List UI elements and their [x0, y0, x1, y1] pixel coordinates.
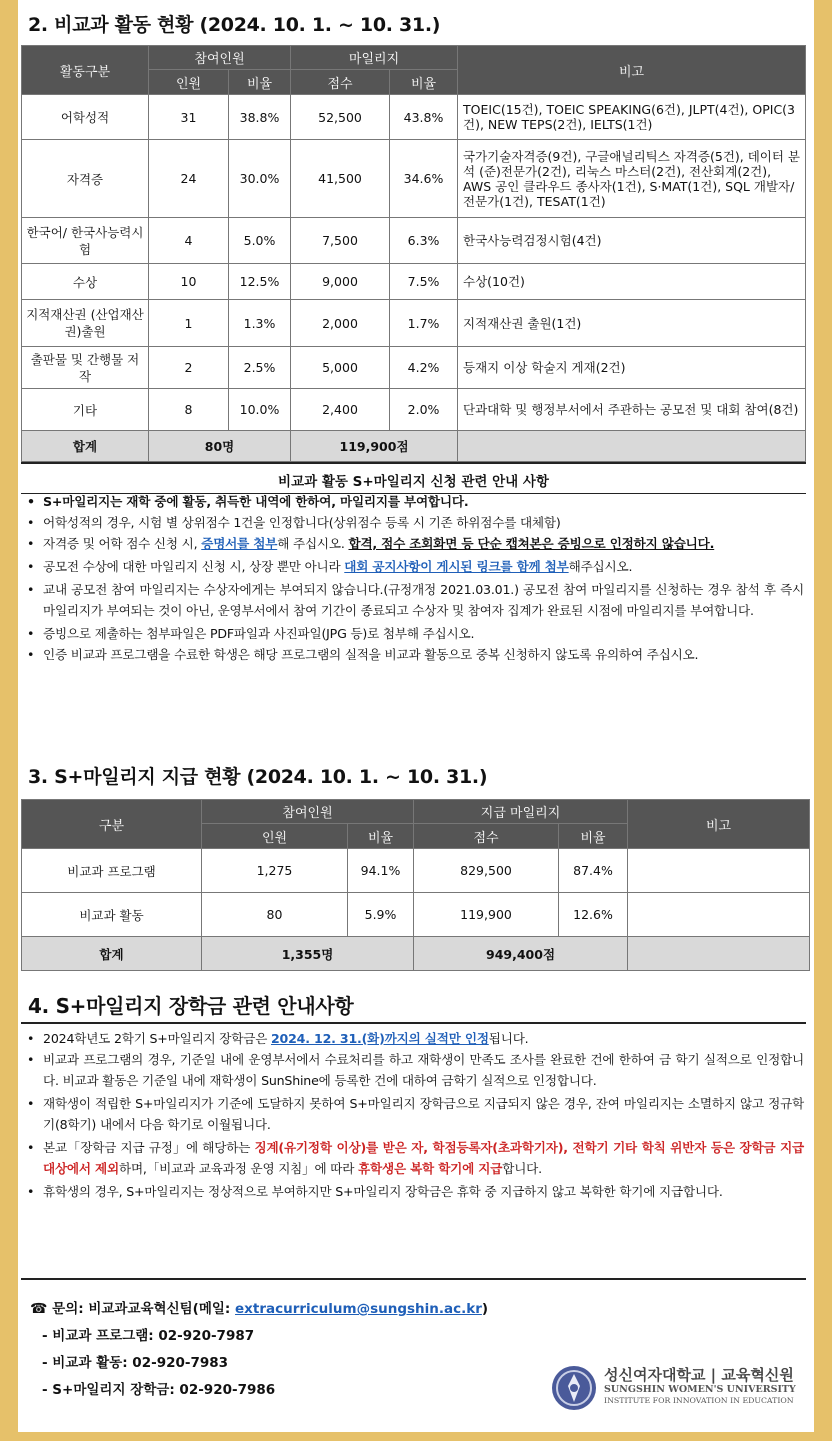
list-item: • 본교「장학금 지급 규정」에 해당하는 징계(유기정학 이상)를 받은 자, 학점등록자(초과학기자), 전학기 기타 학칙 위반자 등은 장학금 지급 대상에서 제외하며,「비교과 교육과정 운영 지침」에 따라 휴학생은 복학 학기에 지급합니다. [21, 1137, 804, 1179]
contact-activity-phone: - 비교과 활동: 02-920-7983 [42, 1355, 229, 1371]
list-item: • 인증 비교과 프로그램을 수료한 학생은 해당 프로그램의 실적을 비교과 활동으로 중복 신청하지 않도록 유의하여 주십시오. [21, 644, 804, 665]
divider [21, 462, 806, 464]
header-mileage: 마일리지 [291, 46, 458, 70]
contact-email-link[interactable]: extracurriculum@sungshin.ac.kr [235, 1301, 482, 1317]
activity-table [21, 45, 806, 462]
list-item: • S+마일리지는 재학 중에 활동, 취득한 내역에 한하여, 마일리지를 부여합니다. [21, 491, 804, 512]
divider [21, 1022, 806, 1024]
notice-title: 비교과 활동 S+마일리지 신청 관련 안내 사항 [21, 470, 806, 494]
table-row: 출판물 및 간행물 저작 2 2.5% 5,000 4.2% 등재지 이상 학술지 게재(2건) [22, 347, 806, 389]
table-row: 자격증 24 30.0% 41,500 34.6% 국가기술자격증(9건), 구글애널리틱스 자격증(5건), 데이터 분석 (준)전문가(2건), 리눅스 마스터(2건), 전산회계(2건), AWS 공인 클라우드 종사자(1건), S·MAT(1건), SQL 개발자/전문가(1건), TESAT(1건) [22, 140, 806, 218]
university-logo [550, 1362, 810, 1414]
list-item: • 2024학년도 2학기 S+마일리지 장학금은 2024. 12. 31.(화)까지의 실적만 인정됩니다. [21, 1028, 804, 1049]
scholarship-list [21, 1028, 804, 1202]
contact-scholarship-phone: - S+마일리지 장학금: 02-920-7986 [42, 1382, 276, 1398]
document-page [18, 0, 814, 1432]
header-participants: 참여인원 [202, 800, 414, 824]
list-item: • 증빙으로 제출하는 첨부파일은 PDF파일과 사진파일(JPG 등)로 첨부해 주십시오. [21, 623, 804, 644]
header-ratio: 비율 [348, 824, 414, 849]
header-score-ratio: 비율 [559, 824, 628, 849]
contact-block [30, 1296, 488, 1404]
divider [21, 1278, 806, 1280]
contact-line: ☎ 문의: 비교과교육혁신팀(메일: extracurriculum@sungshin.ac.kr) [30, 1301, 489, 1317]
section3-title: 3. S+마일리지 지급 현황 (2024. 10. 1. ~ 10. 31.) [28, 766, 488, 788]
total-row: 합계 80명 119,900점 [22, 431, 806, 462]
list-item: • 비교과 프로그램의 경우, 기준일 내에 운영부서에서 수료처리를 하고 재학생이 만족도 조사를 완료한 건에 한하여 금 학기 실적으로 인정합니다. 비교과 활동은 기준일 내에 재학생이 SunShine에 등록한 건에 대하여 금학기 실적으로 인정합니다. [21, 1049, 804, 1091]
header-mileage: 지급 마일리지 [414, 800, 628, 824]
list-item: • 휴학생의 경우, S+마일리지는 정상적으로 부여하지만 S+마일리지 장학금은 휴학 중 지급하지 않고 복학한 학기에 지급합니다. [21, 1181, 804, 1202]
logo-english: SUNGSHIN WOMEN'S UNIVERSITY [604, 1384, 796, 1395]
total-row: 합계 1,355명 949,400점 [22, 937, 810, 971]
university-seal-icon [550, 1364, 598, 1412]
header-ratio: 비율 [229, 70, 291, 95]
list-item: • 교내 공모전 참여 마일리지는 수상자에게는 부여되지 않습니다.(규정개정 2021.03.01.) 공모전 참여 마일리지를 신청하는 경우 참석 후 즉시 마일리지가 부여되는 것이 아닌, 운영부서에서 참여 기간이 종료되고 수상자 및 참여자 집계가 완료된 시점에 마일리지를 부여합니다. [21, 579, 804, 621]
table-row: 한국어/ 한국사능력시험 4 5.0% 7,500 6.3% 한국사능력검정시험(4건) [22, 218, 806, 264]
logo-korean: 성신여자대학교 | 교육혁신원 [604, 1366, 794, 1384]
list-item: • 재학생이 적립한 S+마일리지가 기준에 도달하지 못하여 S+마일리지 장학금으로 지급되지 않은 경우, 잔여 마일리지는 소멸하지 않고 정규학기(8학기) 내에서 다음 학기로 이월됩니다. [21, 1093, 804, 1135]
table-row: 지적재산권 (산업재산권)출원 1 1.3% 2,000 1.7% 지적재산권 출원(1건) [22, 300, 806, 347]
table-row: 비교과 프로그램 1,275 94.1% 829,500 87.4% [22, 849, 810, 893]
header-count: 인원 [149, 70, 229, 95]
header-score: 점수 [291, 70, 390, 95]
payment-table [21, 799, 810, 971]
logo-english-sub: INSTITUTE FOR INNOVATION IN EDUCATION [604, 1396, 794, 1405]
table-row: 비교과 활동 80 5.9% 119,900 12.6% [22, 893, 810, 937]
list-item: • 공모전 수상에 대한 마일리지 신청 시, 상장 뿐만 아니라 대회 공지사항이 게시된 링크를 함께 첨부해주십시오. [21, 556, 804, 577]
header-note: 비고 [458, 46, 806, 95]
table-row: 수상 10 12.5% 9,000 7.5% 수상(10건) [22, 264, 806, 300]
header-participants: 참여인원 [149, 46, 291, 70]
list-item: • 어학성적의 경우, 시험 별 상위점수 1건을 인정합니다(상위점수 등록 시 기존 하위점수를 대체함) [21, 512, 804, 533]
header-count: 인원 [202, 824, 348, 849]
header-score-ratio: 비율 [390, 70, 458, 95]
notice-list [21, 491, 804, 665]
table-row: 어학성적 31 38.8% 52,500 43.8% TOEIC(15건), TOEIC SPEAKING(6건), JLPT(4건), OPIC(3건), NEW TEPS(2건), IELTS(1건) [22, 95, 806, 140]
header-category: 구분 [22, 800, 202, 849]
header-note: 비고 [628, 800, 810, 849]
header-category: 활동구분 [22, 46, 149, 95]
table-row: 기타 8 10.0% 2,400 2.0% 단과대학 및 행정부서에서 주관하는 공모전 및 대회 참여(8건) [22, 389, 806, 431]
list-item: • 자격증 및 어학 점수 신청 시, 증명서를 첨부해 주십시오. 합격, 점수 조회화면 등 단순 캡쳐본은 증빙으로 인정하지 않습니다. [21, 533, 804, 554]
contact-program-phone: - 비교과 프로그램: 02-920-7987 [42, 1328, 255, 1344]
header-score: 점수 [414, 824, 559, 849]
phone-icon: ☎ [30, 1301, 48, 1317]
section2-title: 2. 비교과 활동 현황 (2024. 10. 1. ~ 10. 31.) [28, 14, 441, 36]
section4-title: 4. S+마일리지 장학금 관련 안내사항 [28, 994, 354, 1018]
